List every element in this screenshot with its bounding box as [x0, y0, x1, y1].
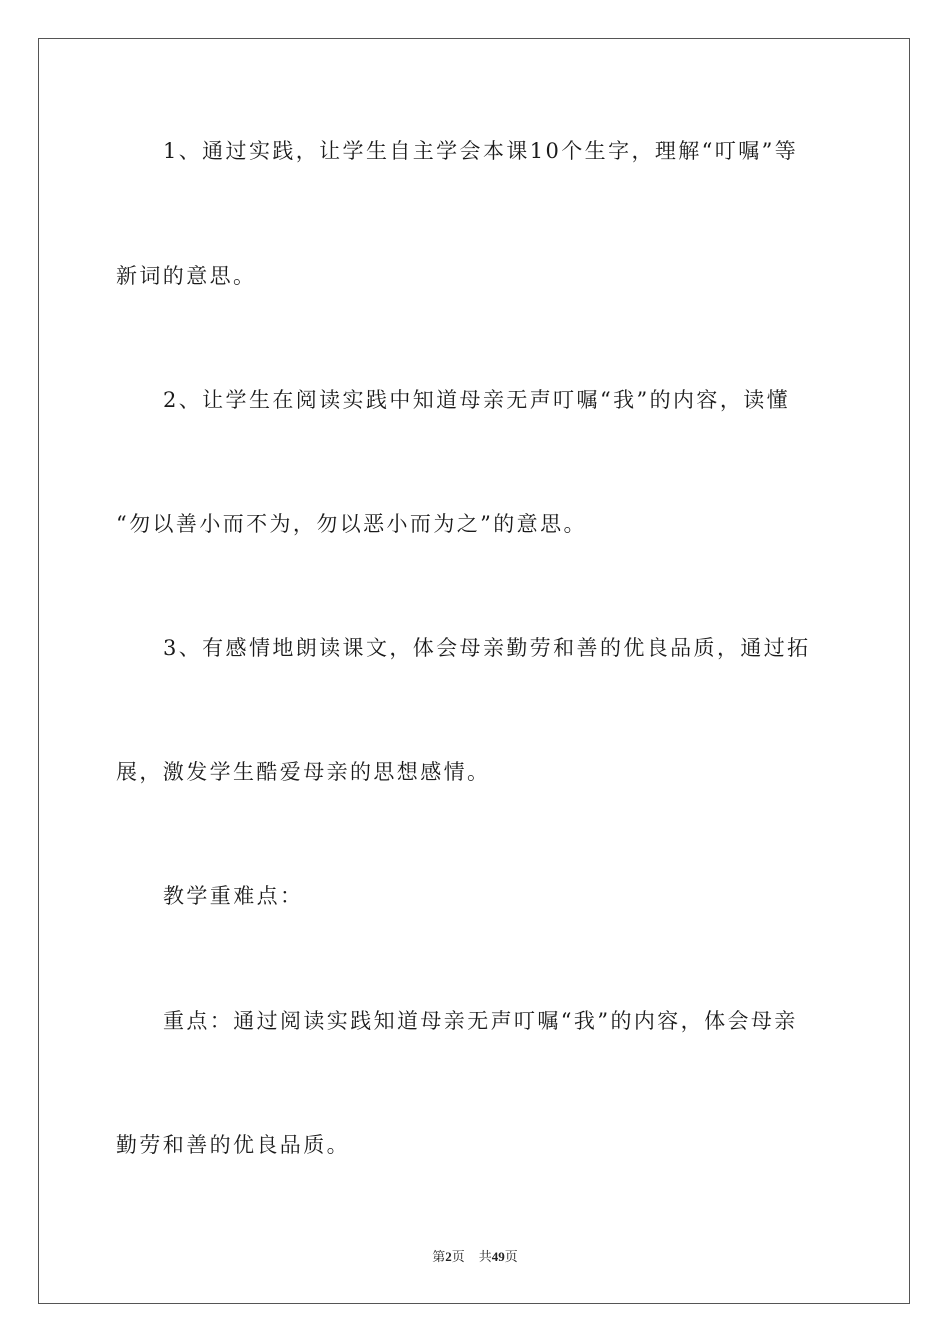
section-heading: 教学重难点：: [163, 884, 304, 908]
paragraph-1-line-1: 1、通过实践，让学生自主学会本课10个生字，理解“叮嘱”等: [163, 139, 799, 163]
paragraph-2-line-1: 2、让学生在阅读实践中知道母亲无声叮嘱“我”的内容，读懂: [163, 388, 791, 412]
page-number: 2: [445, 1249, 452, 1264]
total-pages: 49: [491, 1249, 505, 1264]
page-label-suffix: 页: [451, 1249, 465, 1264]
page-label-prefix: 第: [432, 1249, 446, 1264]
paragraph-4-line-1: 重点：通过阅读实践知道母亲无声叮嘱“我”的内容，体会母亲: [163, 1009, 798, 1033]
paragraph-4-line-2: 勤劳和善的优良品质。: [116, 1133, 350, 1157]
total-label-prefix: 共: [478, 1249, 492, 1264]
page-footer: [0, 1249, 950, 1265]
paragraph-2-line-2: “勿以善小而不为，勿以恶小而为之”的意思。: [116, 512, 587, 536]
paragraph-3-line-2: 展，激发学生酷爱母亲的思想感情。: [116, 760, 491, 784]
paragraph-1-line-2: 新词的意思。: [116, 264, 257, 288]
page-border: [38, 38, 910, 1304]
total-label-suffix: 页: [504, 1249, 518, 1264]
paragraph-3-line-1: 3、有感情地朗读课文，体会母亲勤劳和善的优良品质，通过拓: [163, 636, 811, 660]
